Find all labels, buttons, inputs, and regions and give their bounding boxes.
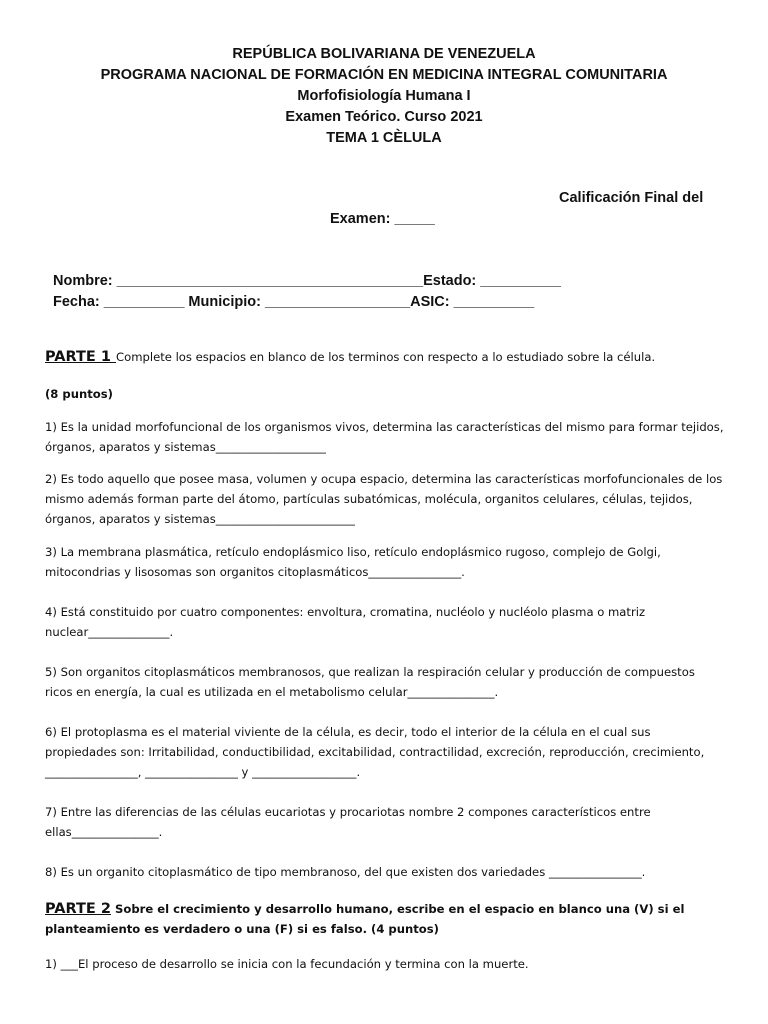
header-topic: TEMA 1 CÈLULA <box>326 130 442 146</box>
part1-title: PARTE 1 <box>45 349 117 365</box>
part1-points: (8 puntos) <box>45 387 113 401</box>
part2-question-1: 1) ___El proceso de desarrollo se inicia con la fecundación y termina con la muerte. <box>45 957 529 971</box>
part2-title: PARTE 2 <box>45 901 111 917</box>
student-name-state-line: Nombre: ______________________________________Estado: __________ <box>53 273 561 289</box>
header-country: REPÚBLICA BOLIVARIANA DE VENEZUELA <box>232 46 536 62</box>
document-header <box>0 44 768 149</box>
question-7: 7) Entre las diferencias de las células eucariotas y procariotas nombre 2 compones característicos entre ellas_______________. <box>45 805 651 839</box>
part2-heading <box>45 899 725 939</box>
question-2: 2) Es todo aquello que posee masa, volumen y ocupa espacio, determina las características morfofuncionales de los mismo además forman parte del átomo, partículas subatómicas, molécula, organitos celulares, células, tejidos, órganos, aparatos y sistemas________________________ <box>45 472 723 526</box>
part1-description: Complete los espacios en blanco de los terminos con respecto a lo estudiado sobre la célula. <box>116 350 656 364</box>
question-1: 1) Es la unidad morfofuncional de los organismos vivos, determina las características del mismo para formar tejidos, órganos, aparatos y sistemas___________________ <box>45 420 724 454</box>
header-subject: Morfofisiología Humana I <box>297 88 471 104</box>
part2-description: Sobre el crecimiento y desarrollo humano, escribe en el espacio en blanco una (V) si el planteamiento es verdadero o una (F) si es falso. (4 puntos) <box>45 902 685 936</box>
question-3: 3) La membrana plasmática, retículo endoplásmico liso, retículo endoplásmico rugoso, complejo de Golgi, mitocondrias y lisosomas son organitos citoplasmáticos________________. <box>45 545 661 579</box>
header-program: PROGRAMA NACIONAL DE FORMACIÓN EN MEDICINA INTEGRAL COMUNITARIA <box>100 67 668 83</box>
question-8: 8) Es un organito citoplasmático de tipo membranoso, del que existen dos variedades ________________. <box>45 865 646 879</box>
question-4: 4) Está constituido por cuatro componentes: envoltura, cromatina, nucléolo y nucléolo plasma o matriz nuclear______________. <box>45 605 646 639</box>
date-municipality-asic-line: Fecha: __________ Municipio: __________________ASIC: __________ <box>53 294 535 310</box>
part1-heading <box>45 347 725 367</box>
header-exam: Examen Teórico. Curso 2021 <box>285 109 483 125</box>
final-grade-label: Calificación Final del <box>559 190 704 206</box>
question-5: 5) Son organitos citoplasmáticos membranosos, que realizan la respiración celular y producción de compuestos ricos en energía, la cual es utilizada en el metabolismo celular_______________. <box>45 665 695 699</box>
final-grade-field: Examen: _____ <box>330 211 435 227</box>
question-6: 6) El protoplasma es el material viviente de la célula, es decir, todo el interior de la célula en el cual sus propiedades son: Irritabilidad, conductibilidad, excitabilidad, contractilidad, excreción, reproducción, crecimiento, ________________, ________________ y __________________. <box>45 725 705 779</box>
